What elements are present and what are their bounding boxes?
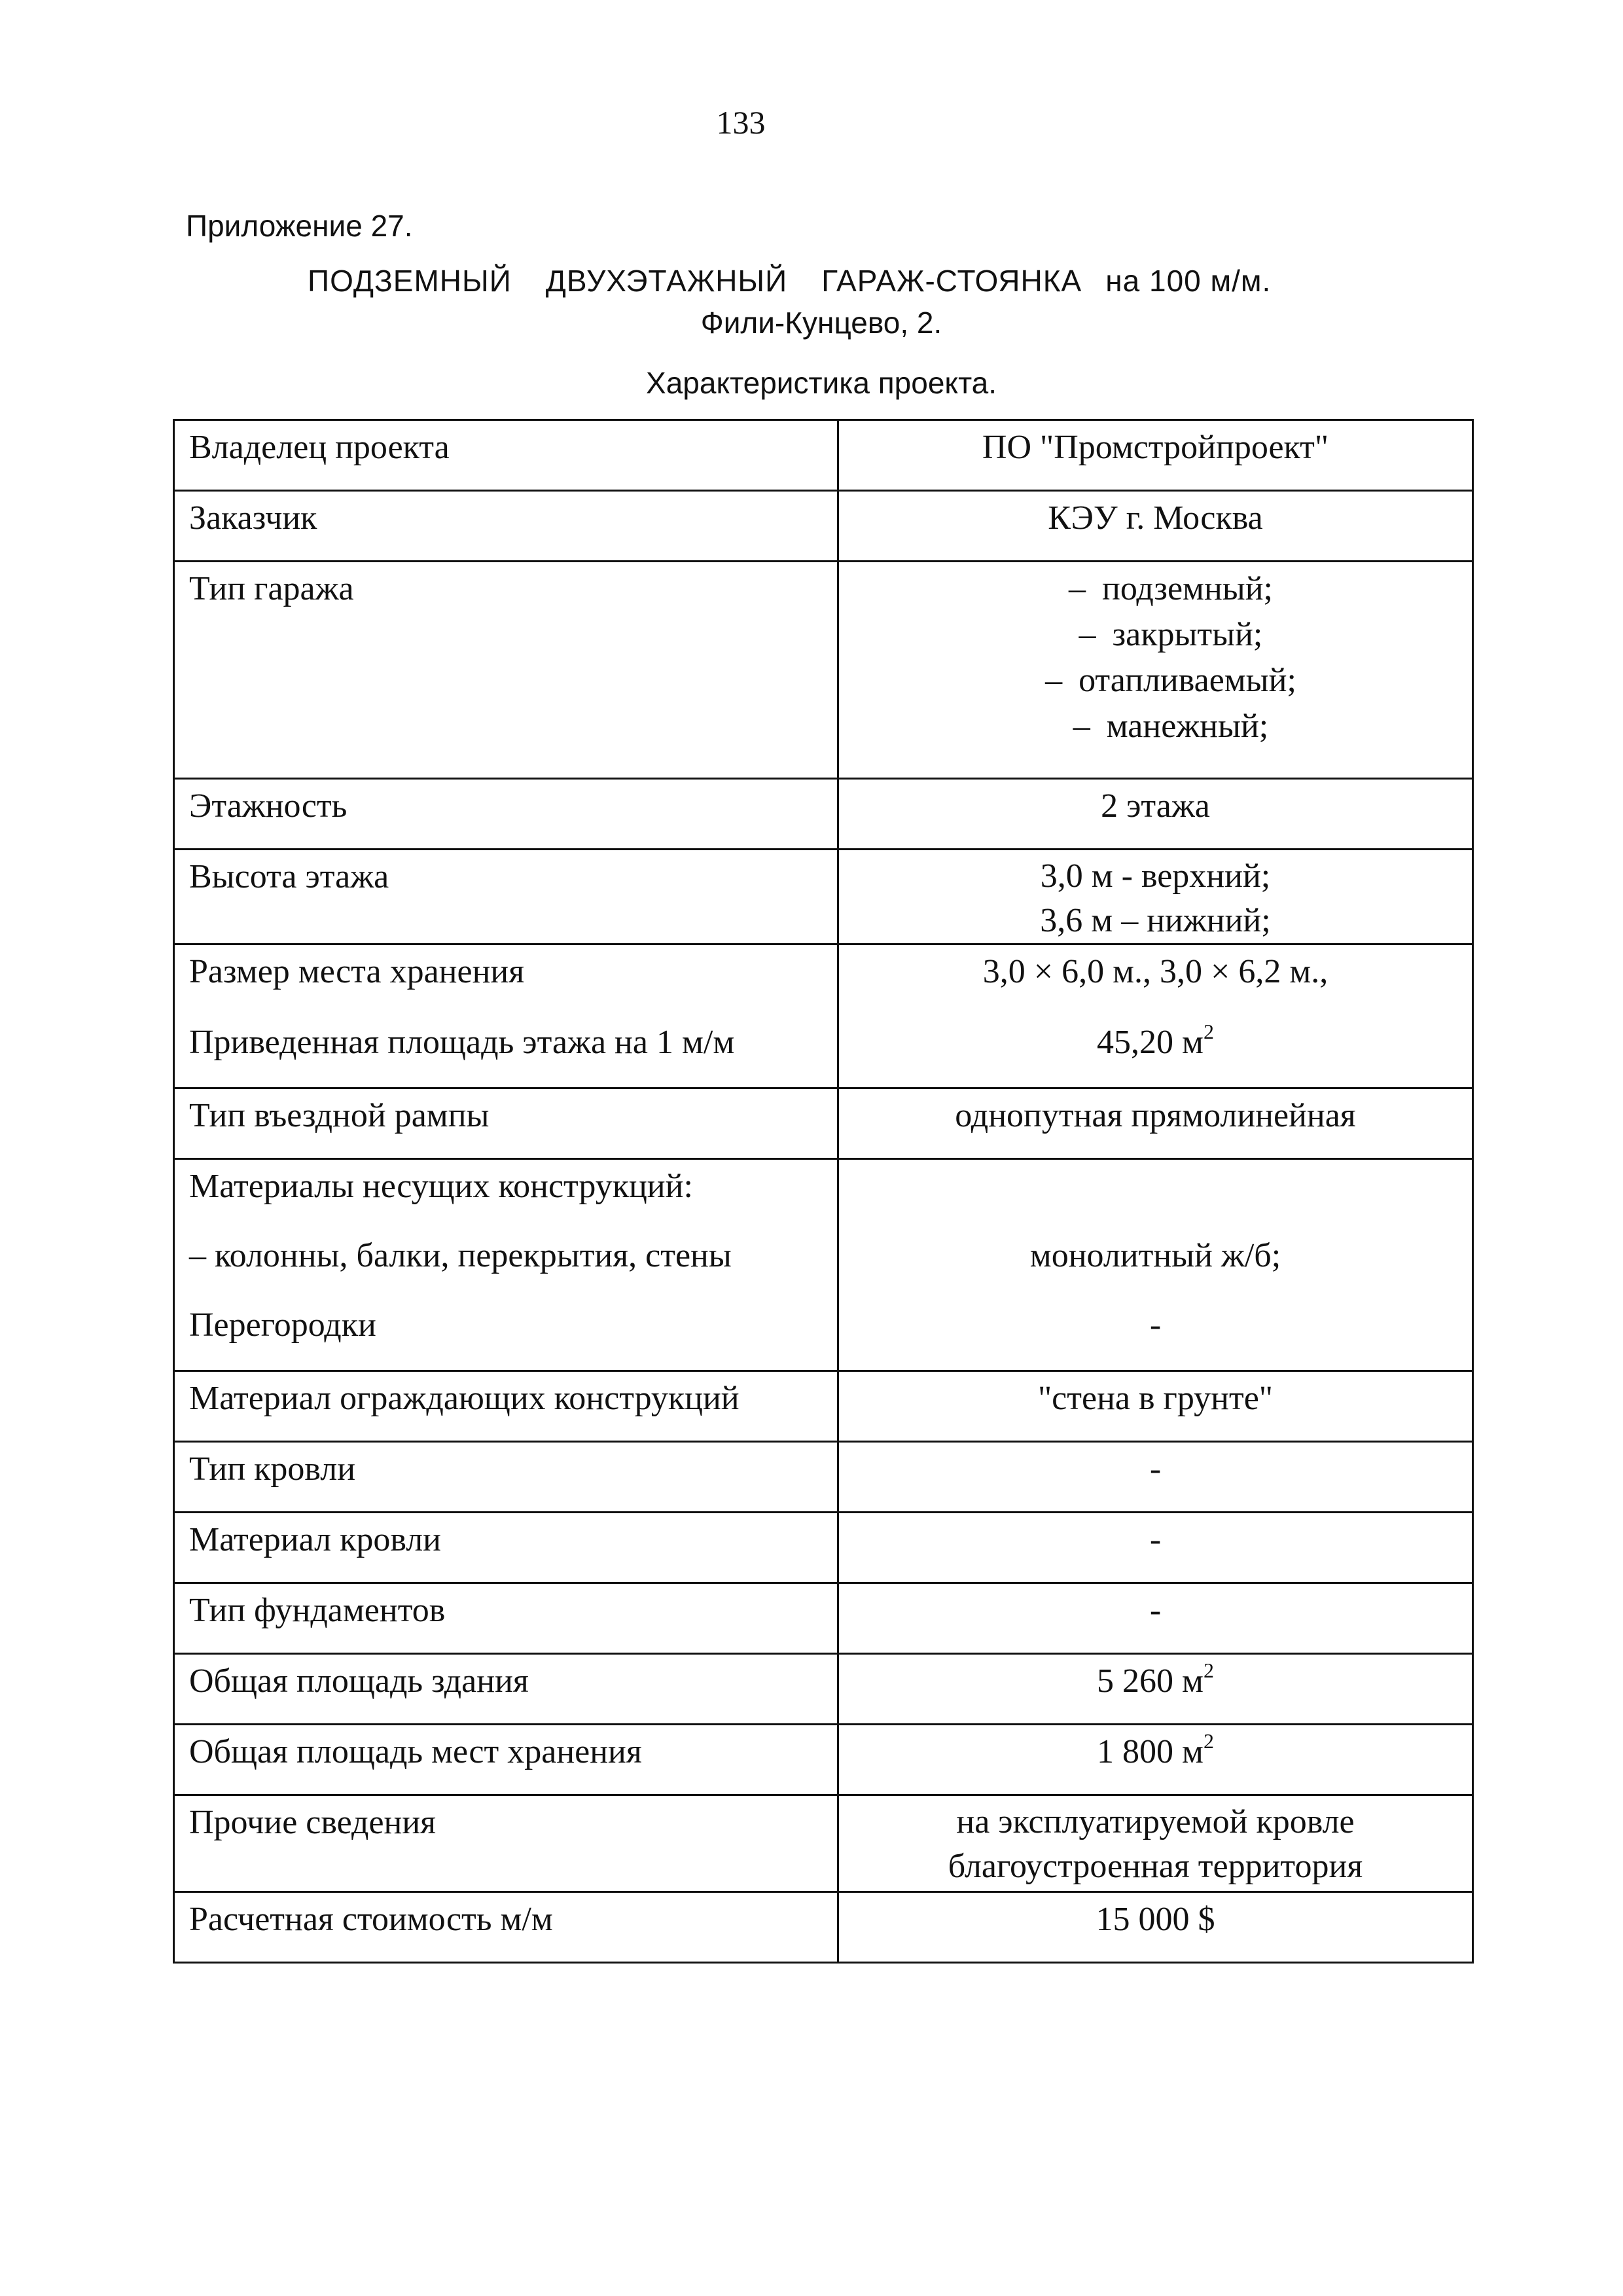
row-value: ПО "Промстройпроект": [838, 420, 1473, 491]
page-number: 133: [716, 104, 766, 141]
document-title: [308, 263, 1271, 298]
row-label: Тип гаража: [174, 562, 838, 779]
list-item: – закрытый;: [1079, 616, 1263, 653]
list-item: – подземный;: [1069, 570, 1273, 607]
title-part-1: ПОДЗЕМНЫЙ: [308, 264, 512, 298]
row-label: Размер места хранения Приведенная площадь этажа на 1 м/м: [174, 944, 838, 1088]
row-value: 5 260 $м^2$: [838, 1654, 1473, 1725]
table-row: [174, 1442, 1473, 1513]
row-label: Тип въездной рампы: [174, 1088, 838, 1159]
row-value: 3,0 м - верхний; 3,6 м – нижний;: [838, 850, 1473, 944]
list-item: – манежный;: [1073, 708, 1269, 745]
table-row: [174, 420, 1473, 491]
row-label: Высота этажа: [174, 850, 838, 944]
table-row: [174, 491, 1473, 562]
row-value: КЭУ г. Москва: [838, 491, 1473, 562]
appendix-label: Приложение 27.: [186, 209, 413, 243]
row-label: Общая площадь мест хранения: [174, 1725, 838, 1795]
row-label: Владелец проекта: [174, 420, 838, 491]
table-row: [174, 1892, 1473, 1963]
row-value: монолитный ж/б; -: [838, 1159, 1473, 1371]
row-label: Материалы несущих конструкций: – колонны, балки, перекрытия, стены Перегородки: [174, 1159, 838, 1371]
table-row: [174, 1088, 1473, 1159]
row-label: Материал кровли: [174, 1513, 838, 1583]
row-value: 2 этажа: [838, 779, 1473, 850]
table-row: [174, 1513, 1473, 1583]
garage-type-list: [838, 562, 1473, 779]
row-label: Расчетная стоимость м/м: [174, 1892, 838, 1963]
row-label: Прочие сведения: [174, 1795, 838, 1892]
document-location: Фили-Кунцево, 2.: [700, 306, 942, 340]
row-label: Материал ограждающих конструкций: [174, 1371, 838, 1442]
row-value: на эксплуатируемой кровле благоустроенная территория: [838, 1795, 1473, 1892]
table-row: [174, 779, 1473, 850]
row-label: Заказчик: [174, 491, 838, 562]
spec-table: [173, 419, 1474, 1964]
table-row: [174, 1159, 1473, 1371]
title-part-4: на 100 м/м.: [1105, 264, 1272, 298]
table-row: [174, 562, 1473, 779]
row-value: 3,0 × 6,0 м., 3,0 × 6,2 м., 45,20 $м^2$: [838, 944, 1473, 1088]
row-label: Тип фундаментов: [174, 1583, 838, 1654]
table-row: [174, 1795, 1473, 1892]
row-label: Общая площадь здания: [174, 1654, 838, 1725]
table-row: [174, 850, 1473, 944]
table-row: [174, 944, 1473, 1088]
row-value: -: [838, 1513, 1473, 1583]
list-item: – отапливаемый;: [1045, 662, 1296, 699]
row-value: "стена в грунте": [838, 1371, 1473, 1442]
row-value: однопутная прямолинейная: [838, 1088, 1473, 1159]
document-subtitle: Характеристика проекта.: [646, 366, 997, 400]
row-label: Тип кровли: [174, 1442, 838, 1513]
row-label: Этажность: [174, 779, 838, 850]
title-part-2: ДВУХЭТАЖНЫЙ: [545, 264, 788, 298]
title-part-3: ГАРАЖ-СТОЯНКА: [821, 264, 1082, 298]
table-row: [174, 1725, 1473, 1795]
table-row: [174, 1654, 1473, 1725]
row-value: -: [838, 1583, 1473, 1654]
table-row: [174, 1583, 1473, 1654]
table-row: [174, 1371, 1473, 1442]
row-value: -: [838, 1442, 1473, 1513]
row-value: 15 000 $: [838, 1892, 1473, 1963]
row-value: 1 800 $м^2$: [838, 1725, 1473, 1795]
